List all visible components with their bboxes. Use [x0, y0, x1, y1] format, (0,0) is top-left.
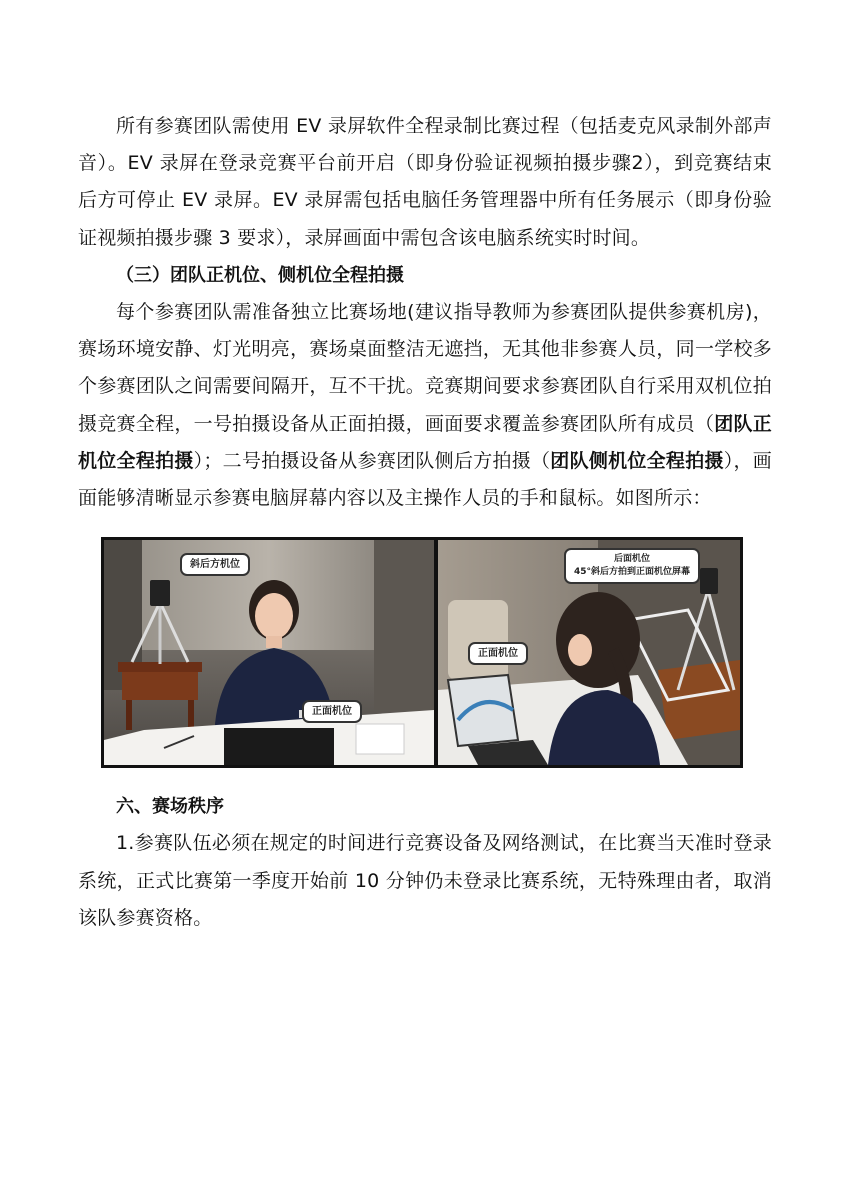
tag-rear-camera: 斜后方机位 — [180, 553, 250, 576]
tag-rear-camera-45-line1: 后面机位 — [614, 554, 651, 565]
photo-front-view — [104, 540, 434, 765]
heading-venue-order: 六、赛场秩序 — [116, 796, 224, 818]
tag-rear-camera-45-line2: 45°斜后方拍到正面机位屏幕 — [574, 567, 691, 578]
camera-setup-figure — [101, 537, 743, 768]
photo-front-view-illustration — [104, 540, 434, 765]
bold-side-camera: 团队侧机位全程拍摄 — [550, 449, 724, 472]
photo-rear-view — [438, 540, 740, 765]
paragraph-rule-1: 1.参赛队伍必须在规定的时间进行竞赛设备及网络测试，在比赛当天准时登录系统，正式比赛第一季度开始前 10 分钟仍未登录比赛系统，无特殊理由者，取消该队参赛资格。 — [78, 832, 772, 929]
tag-front-camera-right: 正面机位 — [468, 642, 528, 665]
tag-rear-camera-45 — [564, 548, 700, 584]
paragraph-ev-recording: 所有参赛团队需使用 EV 录屏软件全程录制比赛过程（包括麦克风录制外部声音）。EV 录屏在登录竞赛平台前开启（即身份验证视频拍摄步骤2），到竞赛结束后方可停止 EV 录屏。EV 录屏需包括电脑任务管理器中所有任务展示（即身份验证视频拍摄步骤 3 要求），录屏画面中需包含该电脑系统实时时间。 — [78, 115, 772, 249]
heading-team-camera: （三）团队正机位、侧机位全程拍摄 — [116, 264, 404, 286]
tag-front-camera: 正面机位 — [302, 700, 362, 723]
paragraph-dual-camera — [78, 294, 772, 517]
paragraph-dual-camera-part-d: ），画面能够清晰显示参赛电脑屏幕内容以及主操作人员的手和鼠标。如图所示： — [78, 449, 772, 510]
paragraph-dual-camera-part-a: 每个参赛团队需准备独立比赛场地(建议指导教师为参赛团队提供参赛机房)，赛场环境安静、灯光明亮，赛场桌面整洁无遮挡，无其他非参赛人员，同一学校多个参赛团队之间需要间隔开，互不干扰。竞赛期间要求参赛团队自行采用双机位拍摄竞赛全程，一号拍摄设备从正面拍摄，画面要求覆盖参赛团队所有成员（ — [78, 301, 772, 435]
document-page — [78, 108, 772, 937]
bold-front-camera: 团队正机位全程拍摄 — [78, 412, 772, 472]
paragraph-dual-camera-part-c: ）；二号拍摄设备从参赛团队侧后方拍摄（ — [193, 449, 551, 472]
